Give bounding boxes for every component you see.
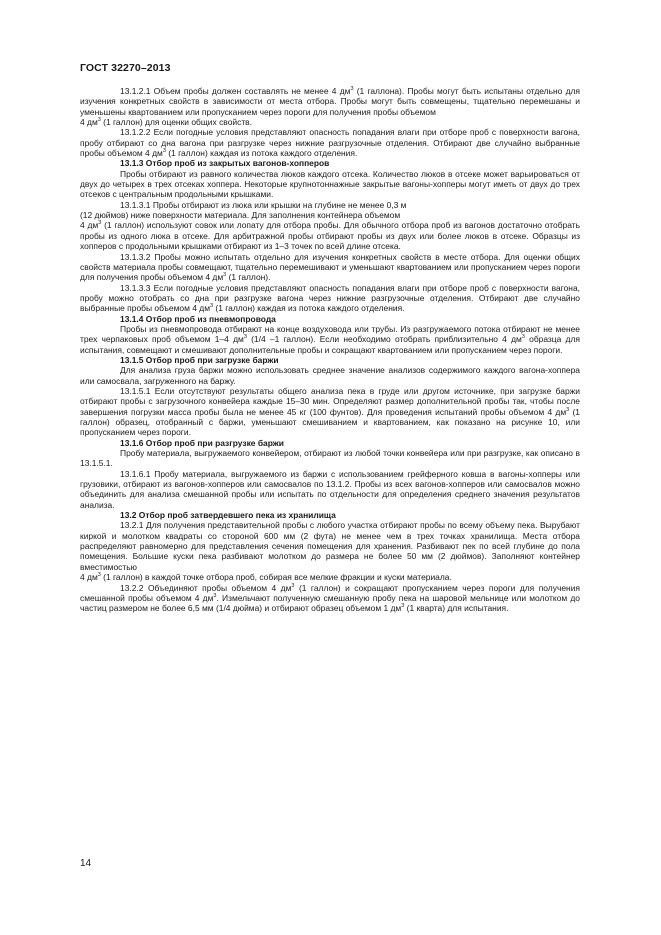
text-run: (1 галлон). xyxy=(226,272,271,283)
text-run: 13.2.2 Объединяют пробы объемом 4 дм xyxy=(120,582,292,593)
paragraph xyxy=(80,324,580,355)
superscript: 3 xyxy=(213,592,217,599)
text-run: 13.1.5 Отбор проб при загрузке баржи xyxy=(120,354,279,365)
text-run: 13.1.2.1 Объем пробы должен составлять не менее 4 дм xyxy=(120,86,351,96)
superscript: 3 xyxy=(97,572,101,579)
superscript: 3 xyxy=(243,334,247,341)
text-run: (12 дюймов) ниже поверхности материала. Для заполнения контейнера объемом xyxy=(80,210,401,221)
document-header: ГОСТ 32270–2013 xyxy=(80,62,171,74)
text-run: 13.1.3.2 Пробы можно испытать отдельно для изучения конкретных свойств в месте отбора. Для оценки общих свойств материала пробы совмещают, тщательно перемешивают и уменьшают квартованием или пропусканием через пороги для получения пробы объемом 4 дм xyxy=(80,251,580,283)
paragraph xyxy=(80,200,580,210)
section-heading xyxy=(80,438,580,448)
paragraph xyxy=(80,220,580,251)
superscript: 3 xyxy=(162,148,166,155)
paragraph xyxy=(80,117,580,127)
text-run: (1 галлон) образец, отобранный с баржи, уменьшают смешиванием и квартованием, как показано на рисунке 10, или пропусканием через пороги. xyxy=(80,406,580,438)
text-run: (1 галлон) используют совок или лопату для отбора пробы. Для обычного отбора проб из вагонов достаточно отобрать пробы из одного люка в отсеке. Для арбитражной пробы отбирают пробы из двух или более люков в отсеке. Образцы из хопперов с продольными крышками отбирают из 1–3 точек по всей длине отсека. xyxy=(80,220,580,252)
document-body xyxy=(80,86,580,614)
paragraph xyxy=(80,127,580,158)
text-run: Для анализа груза баржи можно использовать среднее значение анализов содержимого каждого вагона-хоппера или самосвала, загруженного на баржу. xyxy=(80,365,580,386)
superscript: 3 xyxy=(97,117,101,124)
paragraph xyxy=(80,283,580,314)
text-run: 13.2.1 Для получения представительной пробы с любого участка отбирают пробы по всему объему пека. Вырубают киркой и молотком квадраты со стороной 600 мм (2 фута) не менее чем в трех точках хранилища. Места отбора распределяют равномерно для представления сечения помещения для хранения. Разбивают пек по всей глубине до пола помещения. Большие куски пека разбивают молотком до размера не более 50 мм (2 дюймов). Заполняют контейнер вместимостью xyxy=(80,520,580,572)
superscript: 3 xyxy=(291,582,295,589)
superscript: 3 xyxy=(350,86,354,92)
text-run: 13.1.3.1 Пробы отбирают из люка или крышки на глубине не менее 0,3 м xyxy=(120,199,407,210)
paragraph xyxy=(80,86,580,117)
text-run: 13.1.3.3 Если погодные условия представляют опасность попадания влаги при отборе проб с поверхности вагона, пробу можно отобрать со дна при разгрузке вагона через нижние разгрузочные отделения. Отбирают две случайно выбранные пробы объемом 4 дм xyxy=(80,282,580,314)
text-run: 4 дм xyxy=(80,572,98,583)
text-run: 13.1.6.1 Пробу материала, выгружаемого из баржи с использованием грейферного ковша в вагоны-хопперы или грузовики, отбирают из вагонов-хопперов или самосвалов по 13.1.2. Пробы из всех вагонов-хопперов или самосвалов можно объединить для анализа смешанной пробы или испытать по отдельности для определения среднего значения результатов анализа. xyxy=(80,468,580,510)
paragraph xyxy=(80,365,580,386)
text-run: 13.1.6 Отбор проб при разгрузке баржи xyxy=(120,437,284,448)
text-run: Пробы отбирают из равного количества люков каждого отсека. Количество люков в отсеке может варьироваться от двух до четырех в трех отсеках хоппера. Некоторые крупнотоннажные закрытые вагоны-хопперы могут иметь от двух до трех отсеков с центральным продольными крышками. xyxy=(80,168,580,200)
text-run: Пробу материала, выгружаемого конвейером, отбирают из любой точки конвейера или при разгрузке, как описано в 13.1.5.1. xyxy=(80,448,580,469)
text-run: 4 дм xyxy=(80,220,99,231)
text-run: образца для испытания, совмещают и смешивают дополнительные пробы и сокращают квартованием или пропусканием через пороги. xyxy=(80,334,580,355)
section-heading xyxy=(80,355,580,365)
paragraph xyxy=(80,520,580,572)
text-run: 13.2 Отбор проб затвердевшего пека из хранилища xyxy=(120,510,336,521)
text-run: 13.1.4 Отбор проб из пневмопровода xyxy=(120,313,276,324)
paragraph xyxy=(80,469,580,510)
text-run: (1 галлон) каждая из потока каждого отделения. xyxy=(165,148,358,159)
text-run: (1 кварта) для испытания. xyxy=(404,603,509,614)
section-heading xyxy=(80,314,580,324)
superscript: 3 xyxy=(566,406,570,413)
section-heading xyxy=(80,158,580,168)
text-run: 13.1.3 Отбор проб из закрытых вагонов-хопперов xyxy=(120,158,330,169)
superscript: 3 xyxy=(401,603,405,610)
text-run: 4 дм xyxy=(80,117,98,128)
text-run: 13.1.2.2 Если погодные условия представляют опасность попадания влаги при отборе проб с поверхности вагона, пробу отбирают со дна вагона при разгрузке через нижние разгрузочные отделения. Отбирают две случайно выбранные пробы объемом 4 дм xyxy=(80,127,580,159)
paragraph xyxy=(80,583,580,614)
superscript: 3 xyxy=(210,303,214,310)
text-run: 13.1.5.1 Если отсутствуют результаты общего анализа пека в груде или другом источнике, при загрузке баржи отбирают пробы с загрузочного конвейера каждые 15–30 мин. Определяют размер дополнительной пробы так, чтобы после завершения погрузки масса пробы была не менее 45 кг (100 фунтов). Для проведения испытаний пробы объемом 4 дм xyxy=(80,385,580,417)
paragraph xyxy=(80,386,580,438)
section-heading xyxy=(80,510,580,520)
page-number: 14 xyxy=(80,858,92,869)
paragraph xyxy=(80,448,580,469)
superscript: 3 xyxy=(223,272,227,279)
paragraph xyxy=(80,169,580,200)
paragraph xyxy=(80,572,580,582)
text-run: (1 галлон) каждая из потока каждого отделения. xyxy=(213,303,405,314)
text-run: (1 галлона). Пробы могут быть испытаны отдельно для изучения конкретных свойств в зависимости от места отбора. Пробы могут быть совмещены, тщательно перемешаны и уменьшены квартованием или пропусканием через пороги для получения пробы объемом xyxy=(80,86,580,117)
superscript: 3 xyxy=(98,220,102,227)
text-run: (1/4 –1 галлон). Если необходимо отобрать приблизительно 4 дм xyxy=(246,334,522,345)
text-run: (1 галлон) и сокращают пропусканием через пороги для получения смешанной пробы объемом 4 дм xyxy=(80,582,580,603)
text-run: Пробы из пневмопровода отбирают на конце воздуховода или трубы. Из разгружаемого потока отбирают не менее трех черпаковых проб объемом 1–4 дм xyxy=(80,323,580,345)
paragraph xyxy=(80,252,580,283)
superscript: 3 xyxy=(521,334,525,341)
text-run: (1 галлон) для оценки общих свойств. xyxy=(100,117,253,128)
text-run: (1 галлон) в каждой точке отбора проб, собирая все мелкие фракции и куски материала. xyxy=(100,572,452,583)
paragraph xyxy=(80,210,580,220)
text-run: . Измельчают полученную смешанную пробу пека на шаровой мельнице или молотком до частиц размером не более 6,5 мм (1/4 дюйма) и отбирают образец объемом 1 дм xyxy=(80,592,580,614)
